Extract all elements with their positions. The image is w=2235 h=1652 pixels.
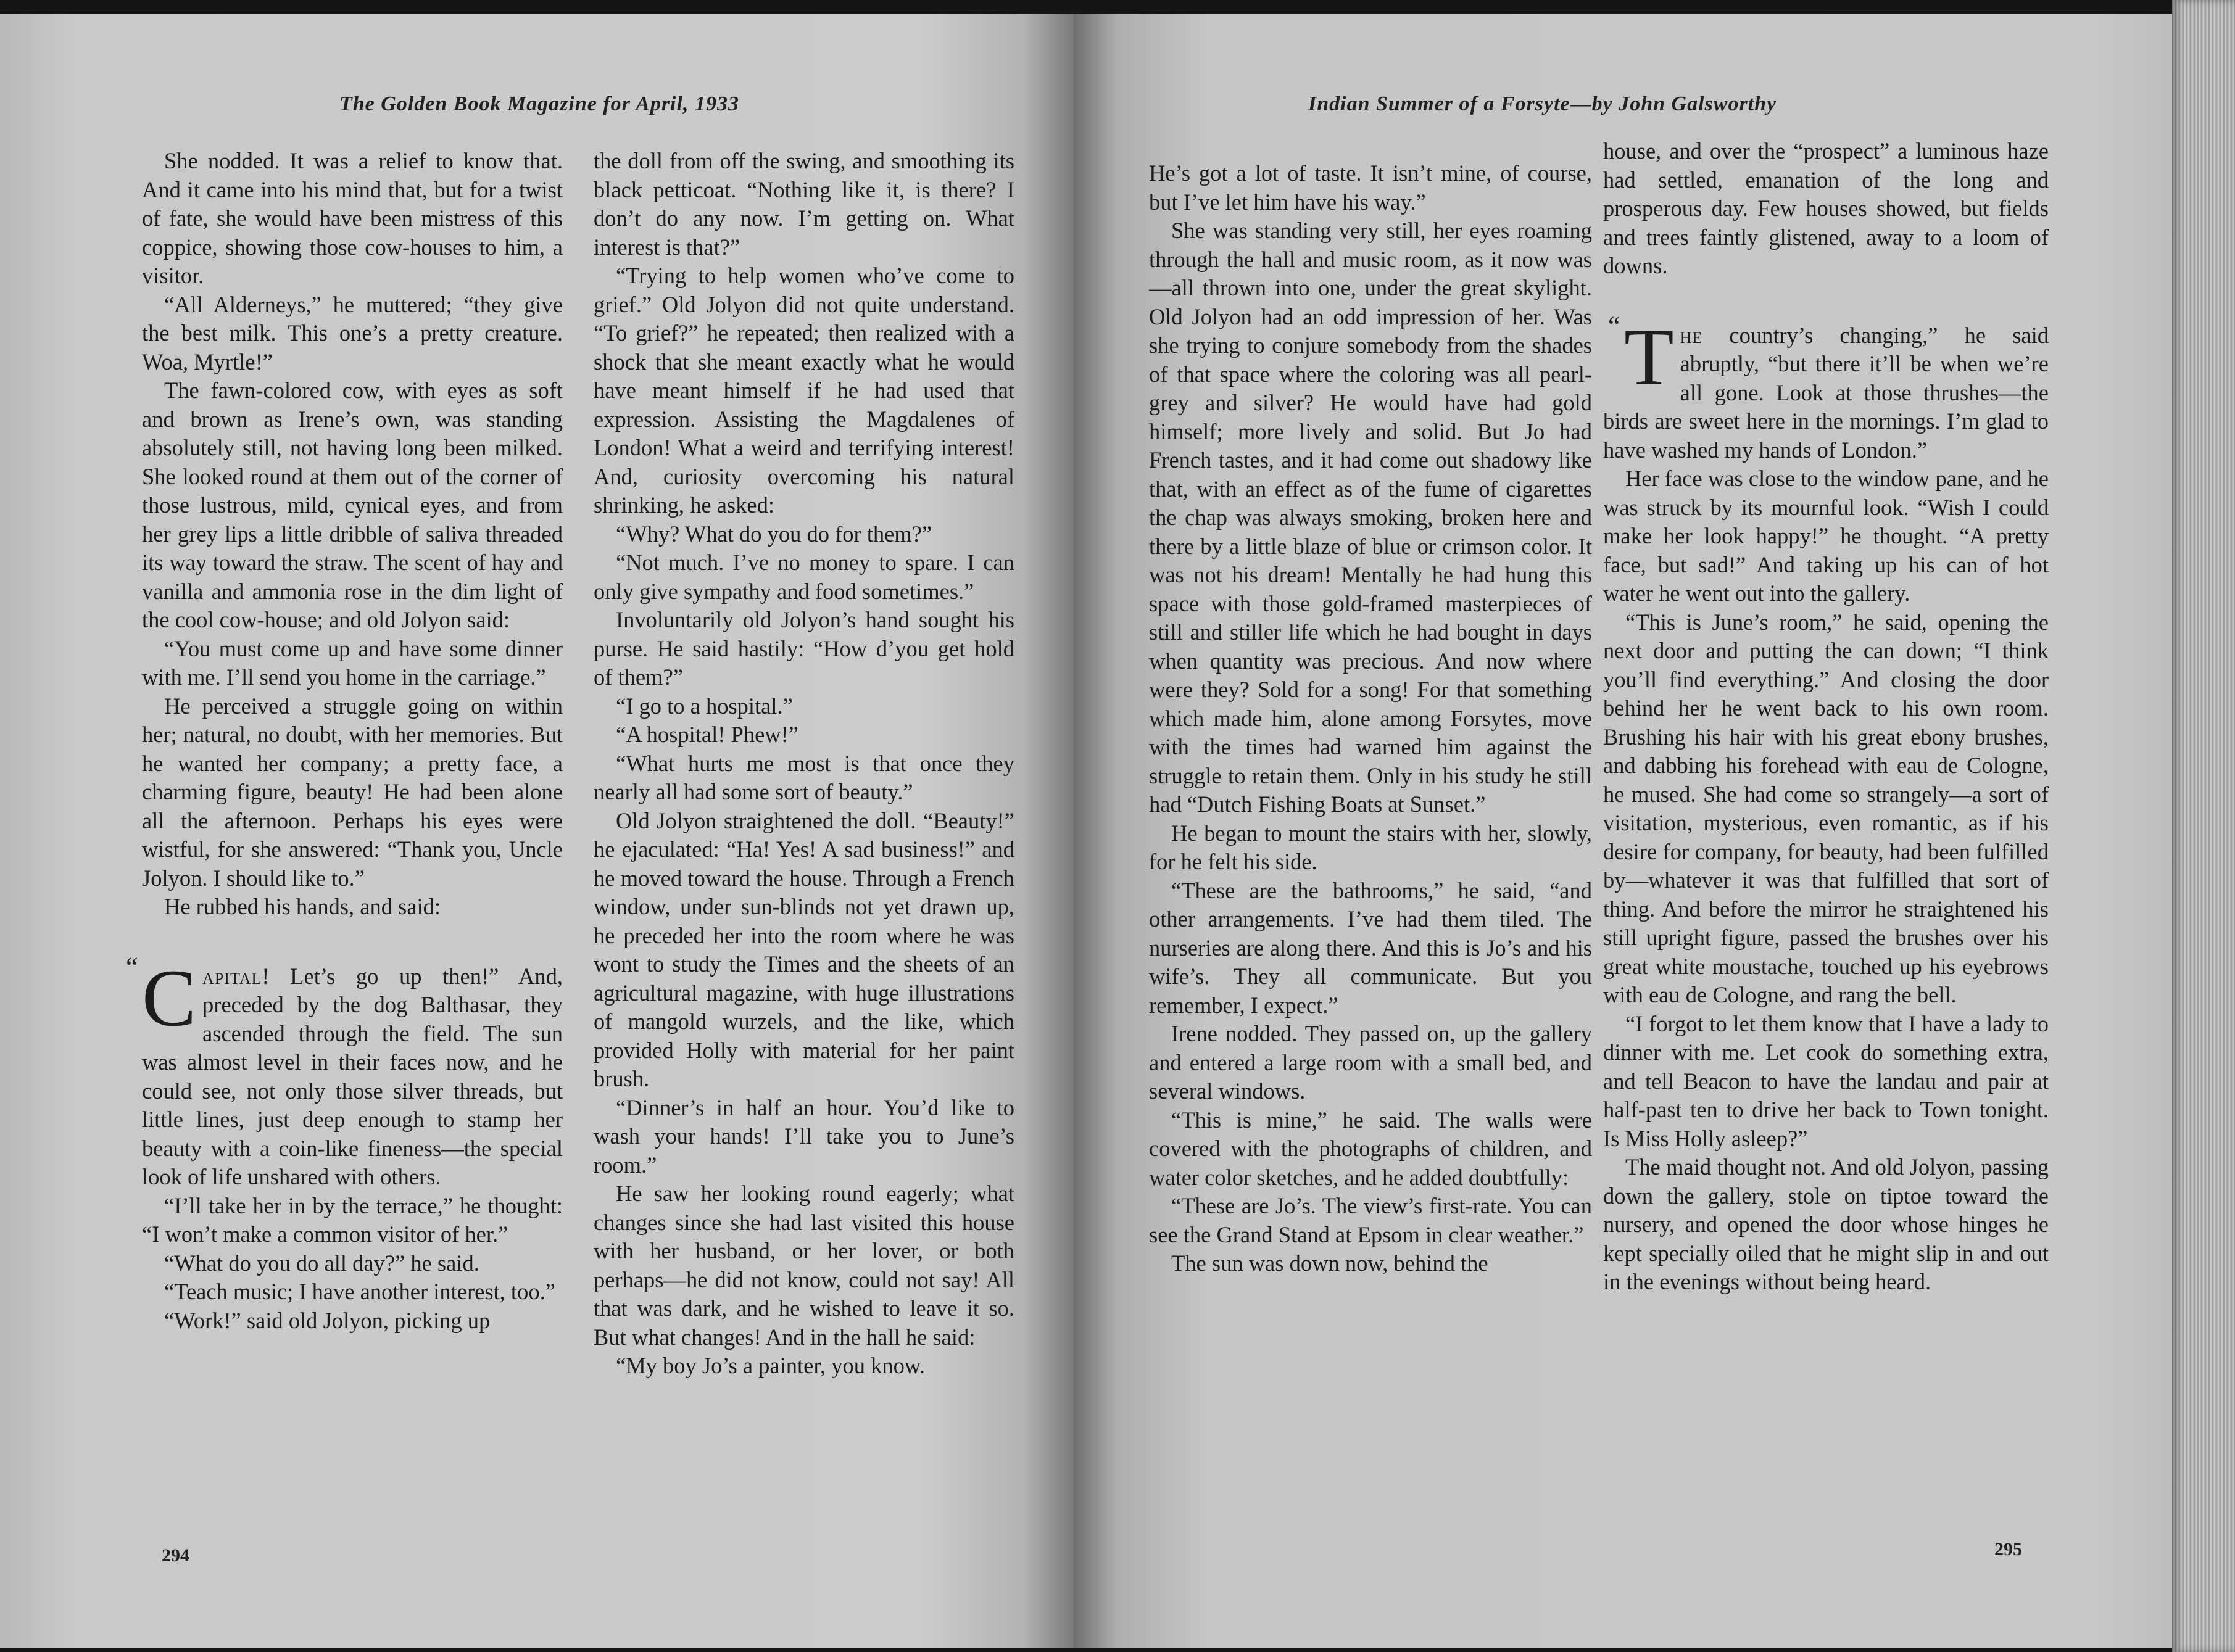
drop-cap-smallcaps: apital [202, 963, 262, 989]
col1-after-paragraphs [142, 1192, 563, 1336]
paragraph: “These are Jo’s. The view’s first-rate. You can see the Grand Stand at Epsom in clear weather.” [1149, 1193, 1592, 1247]
paragraph: “A hospital! Phew!” [616, 722, 798, 747]
paragraph: “I go to a hospital.” [616, 693, 793, 719]
paragraph: The sun was down now, behind the [1171, 1250, 1488, 1276]
column-4 [1603, 137, 2049, 1297]
column-2 [594, 147, 1014, 1381]
col1-paragraphs [142, 147, 563, 922]
paragraph: “I’ll take her in by the terrace,” he thought: “I won’t make a common visitor of her.” [142, 1192, 563, 1247]
running-head-left: The Golden Book Magazine for April, 1933 [339, 93, 739, 115]
column-3 [1149, 159, 1592, 1278]
paragraph: “You must come up and have some dinner with me. I’ll send you home in the carriage.” [142, 635, 563, 690]
col2-paragraphs [594, 147, 1014, 1381]
page-number-right: 295 [1994, 1539, 2022, 1559]
drop-cap-quote: “ [126, 951, 138, 982]
drop-cap-text: ! Let’s go up then!” And, preceded by the dog Balthasar, they ascended through the field. The sun was almost level in their faces now, and he could see, not only those silver threads, but little lines, just deep enough to stamp her beauty with a coin-like fineness—the special look of life unshared with others. [142, 963, 563, 1189]
paragraph: “Work!” said old Jolyon, picking up [164, 1307, 491, 1333]
drop-cap-paragraph [126, 951, 563, 1192]
drop-cap-text-right: country’s changing,” he said abruptly, “but there it’ll be when we’re all gone. Look at those thrushes—the birds are sweet here in the mornings. I’m glad to have washed my hands of London.” [1603, 322, 2049, 463]
paragraph: “What do you do all day?” he said. [164, 1250, 479, 1276]
paragraph: “This is mine,” he said. The walls were covered with the photographs of children, and water color sketches, and he added doubtfully: [1149, 1107, 1592, 1190]
paragraph: He rubbed his hands, and said: [164, 894, 441, 919]
paragraph: She was standing very still, her eyes roaming through the hall and music room, as it now was—all thrown into one, under the great skylight. Old Jolyon had an odd impression of her. Was she trying to conjure somebody from the shades of that space where the coloring was all pearl-grey and silver? He would have had gold himself; more lively and solid. But Jo had French tastes, and it had come out shadowy like that, with an effect as of the fume of cigarettes the chap was always smoking, broken here and there by a little blaze of blue or crimson color. It was not his dream! Mentally he had hung this space with those gold-framed masterpieces of still and stiller life which he had bought in days when quantity was precious. And now where were they? Sold for a song! For that something which made him, alone among Forsytes, move with the times had warned him against the struggle to retain them. Only in his study he still had “Dutch Fishing Boats at Sunset.” [1149, 218, 1592, 817]
paragraph: He’s got a lot of taste. It isn’t mine, of course, but I’ve let him have his way.” [1149, 160, 1592, 215]
paragraph: She nodded. It was a relief to know that. And it came into his mind that, but for a twist of fate, she would have been mistress of this coppice, showing those cow-houses to him, a visitor. [142, 148, 563, 288]
paragraph: “My boy Jo’s a painter, you know. [616, 1353, 926, 1378]
paragraph: “I forgot to let them know that I have a lady to dinner with me. Let cook do something extra, and tell Beacon to have the landau and pair at half-past ten to drive her back to Town tonight. Is Miss Holly asleep?” [1603, 1010, 2049, 1151]
page-edges [2172, 0, 2235, 1652]
paragraph: Irene nodded. They passed on, up the gallery and entered a large room with a small bed, and several windows. [1149, 1021, 1592, 1104]
running-head-right: Indian Summer of a Forsyte—by John Galsworthy [1308, 93, 1777, 115]
drop-cap-quote-right: “ [1608, 310, 1620, 341]
col4-after-paragraphs [1603, 465, 2049, 1297]
paragraph: house, and over the “prospect” a luminous haze had settled, emanation of the long and prosperous day. Few houses showed, but fields and trees faintly glistened, away to a loom of downs. [1603, 138, 2049, 278]
paragraph: The fawn-colored cow, with eyes as soft and brown as Irene’s own, was standing absolutely still, not having long been milked. She looked round at them out of the corner of those lustrous, mild, cynical eyes, and from her grey lips a little dribble of saliva threaded its way toward the straw. The scent of hay and vanilla and ammonia rose in the dim light of the cool cow-house; and old Jolyon said: [142, 378, 563, 632]
drop-cap-right [1608, 310, 1674, 402]
drop-cap-smallcaps-right: he [1680, 322, 1703, 348]
paragraph: He began to mount the stairs with her, slowly, for he felt his side. [1149, 820, 1592, 874]
paragraph: “Dinner’s in half an hour. You’d like to wash your hands! I’ll take you to June’s room.” [594, 1094, 1014, 1178]
paragraph: “Teach music; I have another interest, too.” [164, 1279, 555, 1304]
drop-cap-paragraph-right [1603, 310, 2049, 465]
paragraph: “Why? What do you do for them?” [616, 521, 932, 547]
drop-cap-letter-right: T [1624, 311, 1674, 402]
paragraph: He perceived a struggle going on within her; natural, no doubt, with her memories. But he wanted her company; a pretty face, a charming figure, beauty! He had been alone all the afternoon. Perhaps his eyes were wistful, for she answered: “Thank you, Uncle Jolyon. I should like to.” [142, 693, 563, 891]
paragraph: “Not much. I’ve no money to spare. I can only give sympathy and food sometimes.” [594, 550, 1014, 604]
col3-paragraphs [1149, 159, 1592, 1278]
paragraph: Her face was close to the window pane, and he was struck by its mournful look. “Wish I could make her look happy!” he thought. “A pretty face, but sad!” And taking up his can of hot water he went out into the gallery. [1603, 466, 2049, 606]
paragraph: He saw her looking round eagerly; what changes since she had last visited this house with her husband, or her lover, or both perhaps—he did not know, could not say! All that was dark, and he wished to leave it so. But what changes! And in the hall he said: [594, 1181, 1014, 1350]
page-number-left: 294 [162, 1545, 189, 1566]
drop-cap [126, 951, 197, 1043]
paragraph: the doll from off the swing, and smoothing its black petticoat. “Nothing like it, is there? I don’t do any now. I’m getting on. What interest is that?” [594, 148, 1014, 260]
column-1 [126, 147, 563, 1335]
paragraph: “This is June’s room,” he said, opening the next door and putting the can down; “I think you’ll find everything.” And closing the door behind her he went back to his own room. Brushing his hair with his great ebony brushes, and dabbing his forehead with eau de Cologne, he mused. She had come so strangely—a sort of visitation, mysterious, even romantic, as if his desire for company, for beauty, had been fulfilled by—whatever it was that fulfilled that sort of thing. And before the mirror he straightened his still upright figure, passed the brushes over his great white moustache, touched up his eyebrows with eau de Cologne, and rang the bell. [1603, 609, 2049, 1007]
paragraph: “All Alderneys,” he muttered; “they give the best milk. This one’s a pretty creature. Woa, Myrtle!” [142, 291, 563, 374]
paragraph: The maid thought not. And old Jolyon, passing down the gallery, stole on tiptoe toward the nursery, and opened the door whose hinges he kept specially oiled that he might slip in and out in the evenings without being heard. [1603, 1154, 2049, 1294]
col4-top-paragraphs [1603, 137, 2049, 281]
drop-cap-letter: C [142, 952, 197, 1043]
paragraph: “These are the bathrooms,” he said, “and other arrangements. I’ve had them tiled. The nurseries are along there. And this is Jo’s and his wife’s. They all communicate. But you remember, I expect.” [1149, 877, 1592, 1018]
paragraph: Involuntarily old Jolyon’s hand sought his purse. He said hastily: “How d’you get hold of them?” [594, 607, 1014, 690]
paragraph: Old Jolyon straightened the doll. “Beauty!” he ejaculated: “Ha! Yes! A sad business!” and he moved toward the house. Through a French window, under sun-blinds not yet drawn up, he preceded her into the room where he was wont to study the Times and the sheets of an agricultural magazine, with huge illustrations of mangold wurzels, and the like, which provided Holly with material for her paint brush. [594, 807, 1014, 1091]
paragraph: “Trying to help women who’ve come to grief.” Old Jolyon did not quite understand. “To grief?” he repeated; then realized with a shock that she meant exactly what he would have meant himself if he had used that expression. Assisting the Magdalenes of London! What a weird and terrifying interest! And, curiosity overcoming his natural shrinking, he asked: [594, 263, 1014, 518]
paragraph: “What hurts me most is that once they nearly all had some sort of beauty.” [594, 750, 1014, 804]
